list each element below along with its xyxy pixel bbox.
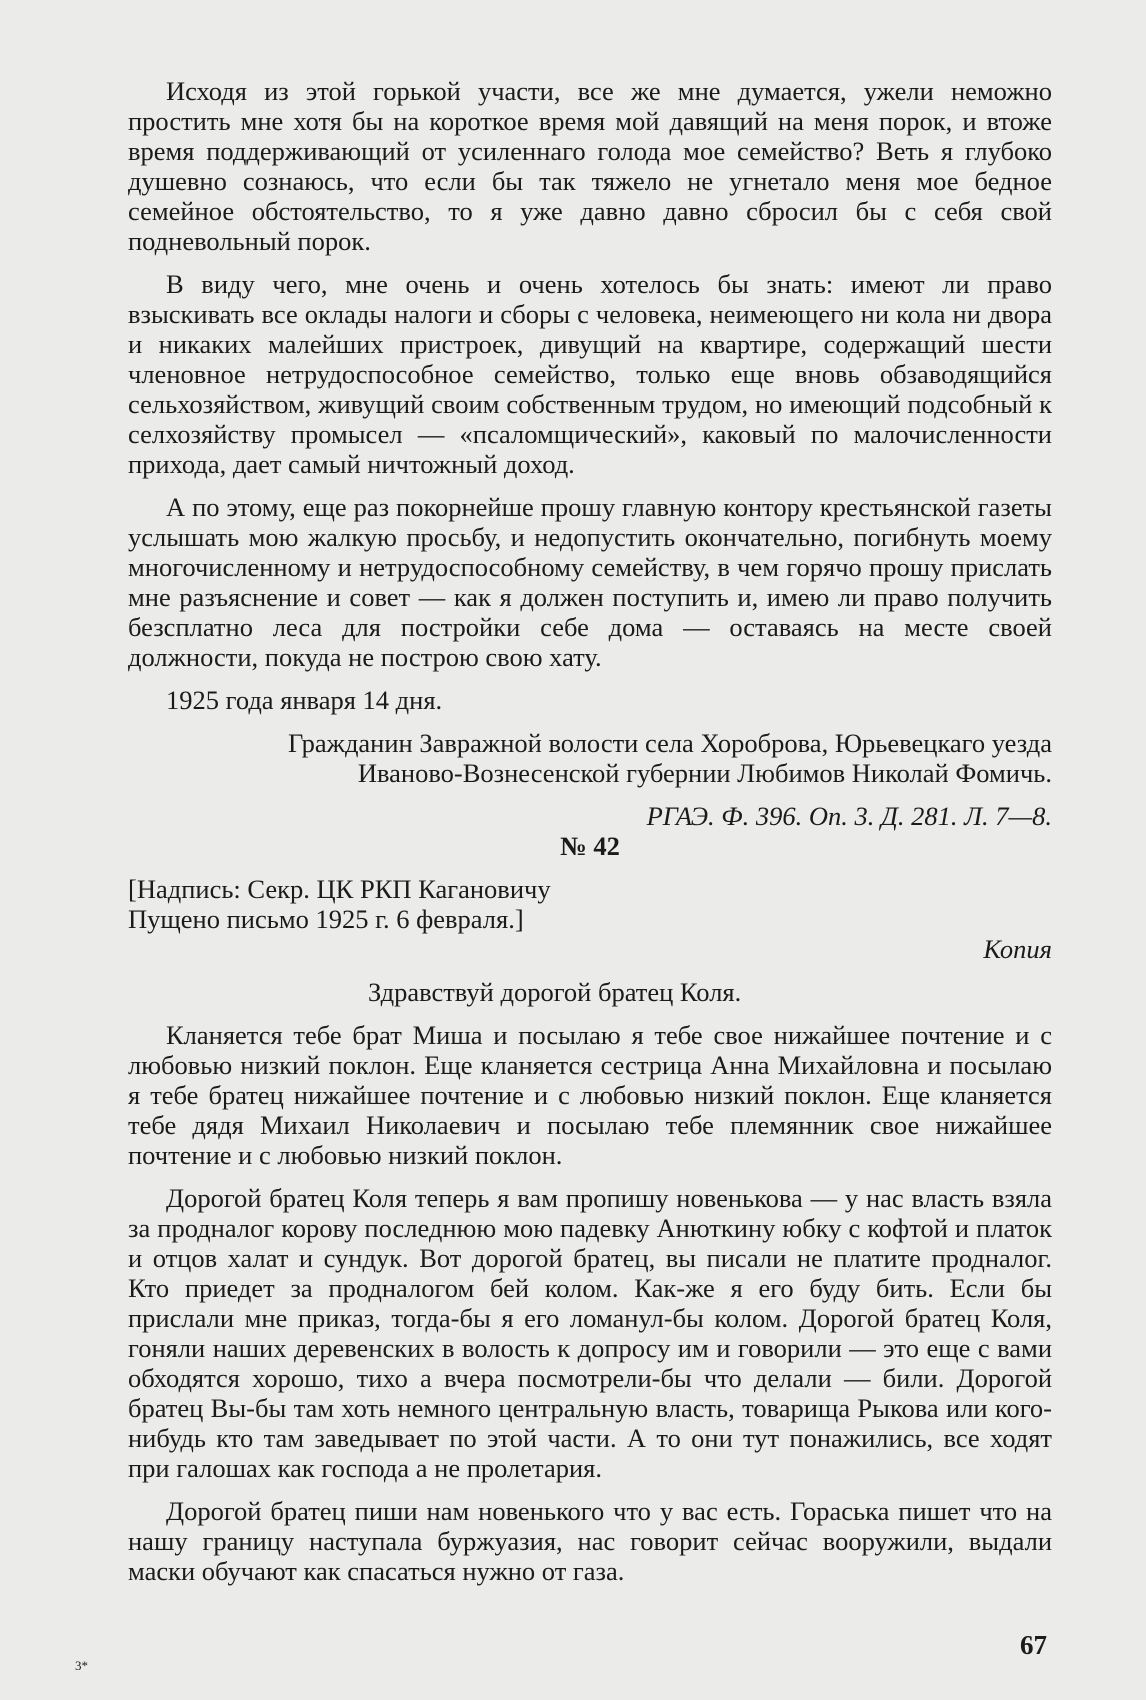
- letter-date: 1925 года января 14 дня.: [166, 685, 443, 715]
- paragraph-2: В виду чего, мне очень и очень хотелось бы знать: имеют ли право взыскивать все оклады налоги и сборы с человека, неимеющего ни кола ни двора и никаких малейших пристроек, дивущий на квартире, содержащий шести членовное нетрудоспособное семейство, только еще вновь обзаводящийся сельхозяйством, живущий своим собственным трудом, но имеющий подсобный к селхозяйству промысел — «псаломщический», каковый по малочисленности прихода, дает самый ничтожный доход.: [128, 269, 1052, 479]
- paragraph-6: Дорогой братец пиши нам новенького что у вас есть. Гораська пишет что на нашу границу наступала буржуазия, нас говорит сейчас вооружили, выдали маски обучают как спасаться нужно от газа.: [128, 1496, 1052, 1586]
- letter-greeting: Здравствуй дорогой братец Коля.: [368, 977, 742, 1007]
- text-column: [128, 76, 1052, 1586]
- copy-label: Копия: [983, 934, 1052, 964]
- signature-mark: 3*: [75, 1658, 88, 1673]
- paragraph-3: А по этому, еще раз покорнейше прошу главную контору крестьянской газеты услышать мою жалкую просьбу, и недопустить окончательно, погибнуть моему многочисленному и нетрудоспособному семейству, в чем горячо прошу прислать мне разъяснение и совет — как я должен поступить и, имею ли право получить безсплатно леса для постройки себе дома — оставаясь на месте своей должности, покуда не построю свою хату.: [128, 492, 1052, 672]
- document-number: № 42: [560, 831, 620, 861]
- paragraph-4: Кланяется тебе брат Миша и посылаю я тебе свое нижайшее почтение и с любовью низкий поклон. Еще кланяется сестрица Анна Михайловна и посылаю я тебе братец нижайшее почтение и с любовью низкий поклон. Еще кланяется тебе дядя Михаил Николаевич и посылаю тебе племянник свое нижайшее почтение и с любовью низкий поклон.: [128, 1020, 1052, 1170]
- page-number: 67: [1020, 1630, 1047, 1660]
- inscription-note-line-2: Пущено письмо 1925 г. 6 февраля.]: [128, 904, 524, 934]
- inscription-note-line-1: [Надпись: Секр. ЦК РКП Кагановичу: [128, 874, 551, 904]
- paragraph-5: Дорогой братец Коля теперь я вам пропишу новенькова — у нас власть взяла за продналог корову последнюю мою падевку Анюткину юбку с кофтой и платок и отцов халат и сундук. Вот дорогой братец, вы писали не платите продналог. Кто приедет за продналогом бей колом. Как-же я его буду бить. Если бы прислали мне приказ, тогда-бы я его ломанул-бы колом. Дорогой братец Коля, гоняли наших деревенских в волость к допросу им и говорили — это еще с вами обходятся хорошо, тихо а вчера посмотрели-бы что делали — били. Дорогой братец Вы-бы там хоть немного центральную власть, товарища Рыкова или кого-нибудь кто там заведывает по этой части. А то они тут понажились, все ходят при галошах как господа а не пролетария.: [128, 1183, 1052, 1483]
- archive-reference: РГАЭ. Ф. 396. Оп. 3. Д. 281. Л. 7—8.: [646, 801, 1052, 831]
- signature-line-2: Иваново-Вознесенской губернии Любимов Николай Фомичь.: [357, 758, 1052, 788]
- paragraph-1: Исходя из этой горькой участи, все же мне думается, ужели неможно простить мне хотя бы на короткое время мой давящий на меня порок, и втоже время поддерживающий от усиленнаго голода мое семейство? Веть я глубоко душевно сознаюсь, что если бы так тяжело не угнетало меня мое бедное семейное обстоятельство, то я уже давно давно сбросил бы с себя свой подневольный порок.: [128, 76, 1052, 256]
- signature-line-1: Гражданин Завражной волости села Хороброва, Юрьевецкаго уезда: [287, 728, 1052, 758]
